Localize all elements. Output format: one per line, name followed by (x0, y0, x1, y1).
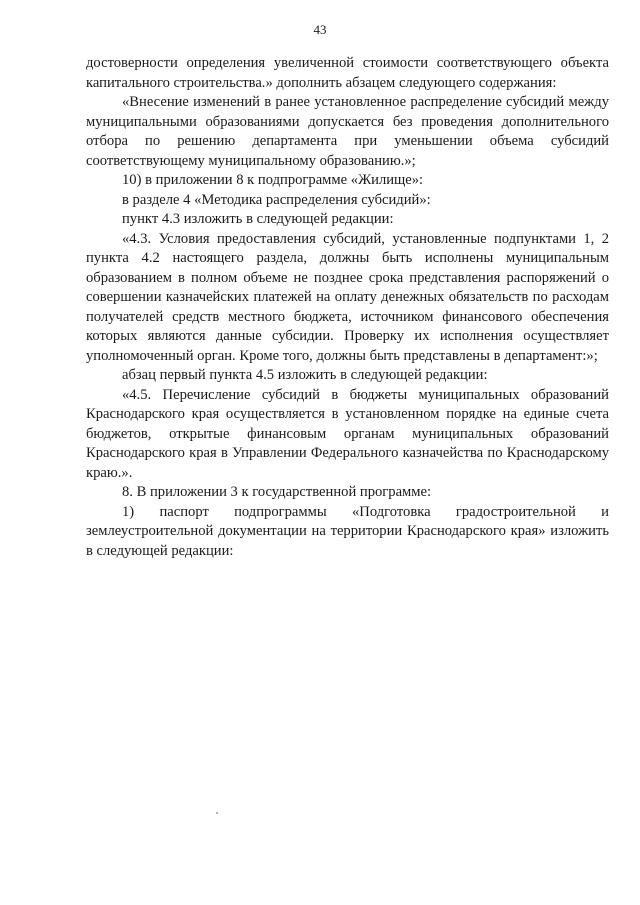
paragraph-continuation: достоверности определения увеличенной стоимости соответствующего объекта капитального строительства.» дополнить абзацем следующего содержания: (86, 55, 609, 91)
paragraph-point-4-5-intro: абзац первый пункта 4.5 изложить в следующей редакции: (122, 367, 488, 383)
paragraph-point-4-3-text: «4.3. Условия предоставления субсидий, установленные подпунктами 1, 2 пункта 4.2 настоящего раздела, должны быть исполнены муниципальным образованием в полном объеме не позднее срока представления распоряжений о совершении казначейских платежей на оплату денежных обязательств по расходам получателей средств местного бюджета, источником финансового обеспечения которых являются данные субсидии. Проверку их исполнения осуществляет уполномоченный орган. Кроме того, должны быть представлены в департамент:»; (86, 230, 609, 364)
paragraph-point-4-3-intro: пункт 4.3 изложить в следующей редакции: (122, 211, 394, 227)
paragraph-item-10: 10) в приложении 8 к подпрограмме «Жилище»: (122, 172, 424, 188)
paragraph-section-4: в разделе 4 «Методика распределения субсидий»: (122, 191, 431, 208)
paragraph-item-8: 8. В приложении 3 к государственной программе: (122, 484, 432, 500)
document-body (86, 54, 609, 561)
page-number: 43 (313, 22, 327, 37)
scan-speck (216, 812, 218, 814)
paragraph-subprogram-passport: 1) паспорт подпрограммы «Подготовка градостроительной и землеустроительной документации на территории Краснодарского края» изложить в следующей редакции: (86, 503, 609, 559)
paragraph-point-4-5-text: «4.5. Перечисление субсидий в бюджеты муниципальных образований Краснодарского края осуществляется в установленном порядке на единые счета бюджетов, открытые финансовым органам муниципальных образований Краснодарского края в Управлении Федерального казначейства по Краснодарскому краю.». (86, 386, 609, 481)
paragraph-quoted-amendment: «Внесение изменений в ранее установленное распределение субсидий между муниципальными образованиями допускается без проведения дополнительного отбора по решению департамента при уменьшении объема субсидий соответствующему муниципальному образованию.»; (86, 94, 609, 169)
